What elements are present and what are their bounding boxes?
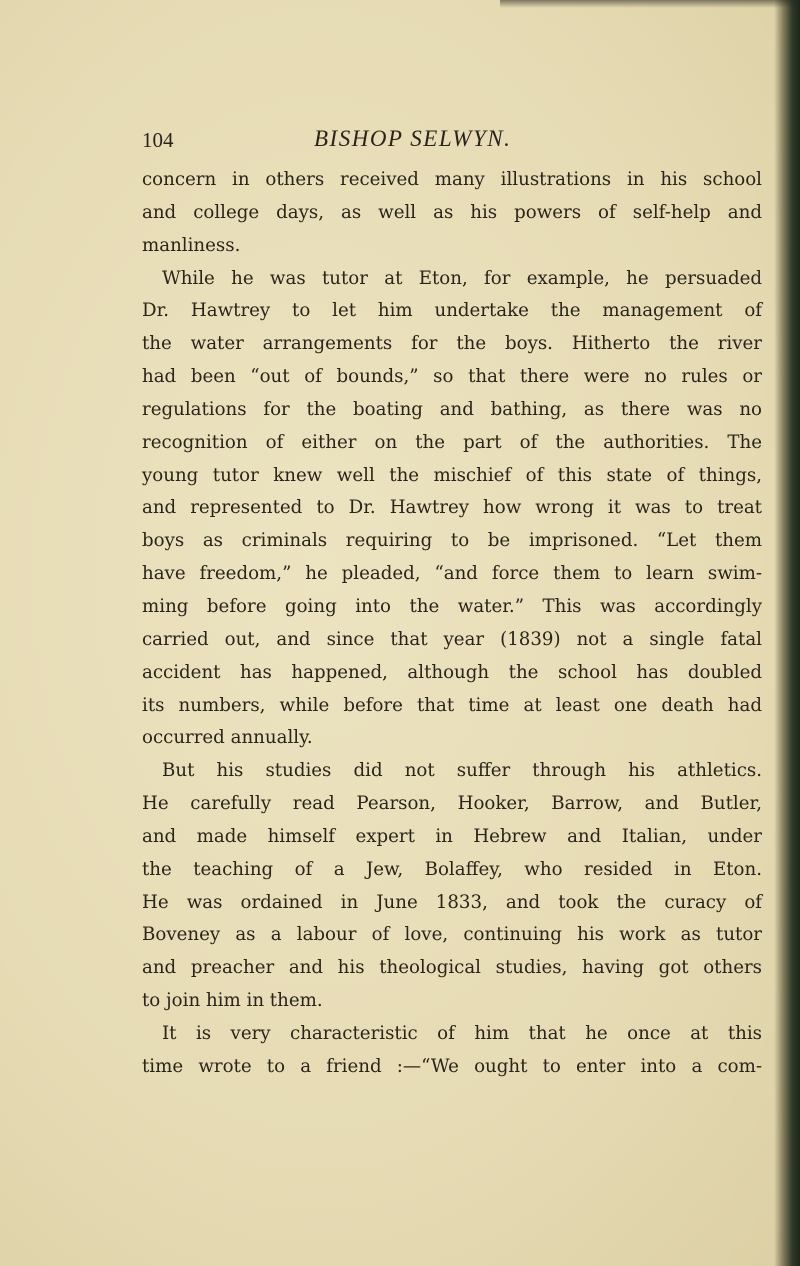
text-line: and preacher and his theological studies, having got others	[142, 957, 762, 979]
page-top-shadow	[500, 0, 800, 8]
text-line: accident has happened, although the school has doubled	[142, 661, 762, 683]
text-line: manliness.	[142, 234, 241, 256]
text-line: concern in others received many illustrations in his school	[142, 169, 762, 190]
text-line: Dr. Hawtrey to let him undertake the management of	[142, 300, 762, 322]
text-line: and made himself expert in Hebrew and Italian, under	[142, 825, 762, 847]
page-number: 104	[142, 128, 174, 152]
text-line: the teaching of a Jew, Bolaffey, who resided in Eton.	[142, 858, 762, 880]
text-line: have freedom,” he pleaded, “and force them to learn swim-	[142, 563, 762, 585]
text-line: to join him in them.	[142, 990, 323, 1012]
text-line: and represented to Dr. Hawtrey how wrong it was to treat	[142, 497, 762, 519]
text-line: He carefully read Pearson, Hooker, Barrow, and Butler,	[142, 793, 762, 815]
body-text	[142, 164, 762, 1084]
text-line: carried out, and since that year (1839) not a single fatal	[142, 628, 762, 650]
text-line: It is very characteristic of him that he once at this	[162, 1022, 762, 1044]
text-line: regulations for the boating and bathing, as there was no	[142, 398, 762, 420]
running-head: BISHOP SELWYN.	[314, 126, 512, 151]
text-line: Boveney as a labour of love, continuing his work as tutor	[142, 924, 762, 946]
text-line: its numbers, while before that time at least one death had	[142, 694, 762, 716]
text-line: But his studies did not suffer through his athletics.	[162, 760, 762, 782]
text-line: and college days, as well as his powers of self-help and	[142, 201, 762, 223]
text-line: time wrote to a friend :—“We ought to enter into a com-	[142, 1055, 762, 1077]
text-line: the water arrangements for the boys. Hitherto the river	[142, 333, 762, 355]
text-line: had been “out of bounds,” so that there were no rules or	[142, 366, 762, 388]
text-line: While he was tutor at Eton, for example, he persuaded	[162, 267, 762, 289]
page-header	[142, 120, 762, 160]
page-edge-shadow	[774, 0, 800, 1266]
text-line: boys as criminals requiring to be imprisoned. “Let them	[142, 530, 762, 552]
text-line: ming before going into the water.” This was accordingly	[142, 595, 762, 617]
text-line: occurred annually.	[142, 727, 313, 749]
text-line: young tutor knew well the mischief of this state of things,	[142, 464, 762, 486]
text-line: He was ordained in June 1833, and took the curacy of	[142, 891, 762, 913]
text-line: recognition of either on the part of the authorities. The	[142, 431, 762, 453]
